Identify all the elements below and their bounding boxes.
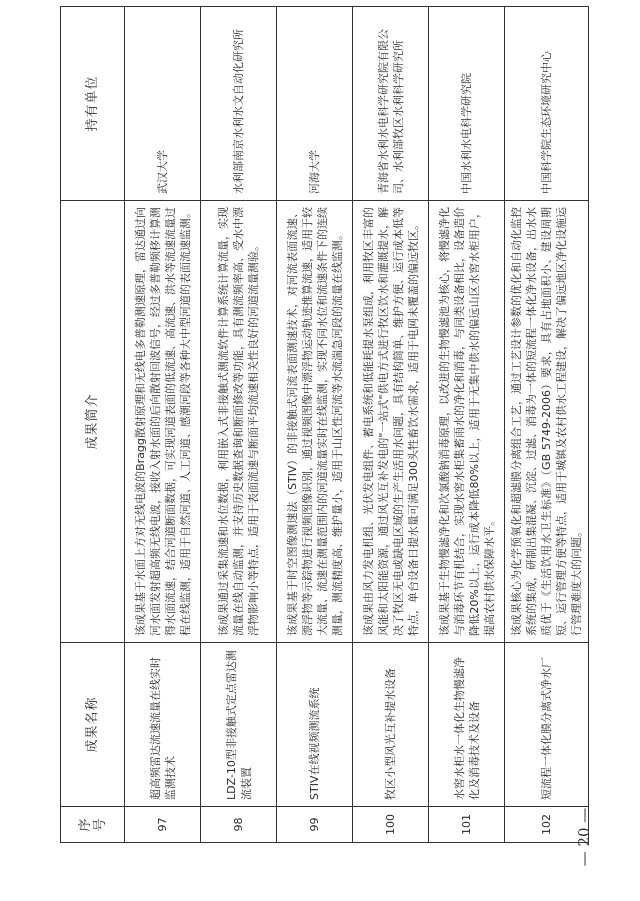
header-no: 序号 [61,807,125,843]
result-name: 超高频雷达流速流量在线实时监测技术 [125,643,201,807]
holding-unit: 中国水利水电科学研究院 [429,7,505,201]
result-description: 该成果基于水面上方对无线电波的Bragg散射原理和无线电多普勒测速原理，雷达通过向河水面发射超高频无线电波，接收入射水面的后向散射回波信号，经过多普勒频移计算测得水面流速，结合河道断面数据，可实现河道表面的低流速、高流速、洪水等流速流量过程在线监测，适用于自然河道、人工河道、感潮河段等各种大中型河道的表面流速监测。 [125,201,201,643]
table-row [277,7,353,843]
table-row [353,7,429,843]
holding-unit: 青海省水利水电科学研究院有限公司、水利部牧区水利科学研究所 [353,7,429,201]
result-name: 水窖水柜水一体化生物慢滤净化及消毒技术及设备 [429,643,505,807]
row-number: 101 [429,807,505,843]
row-number: 102 [505,807,589,843]
row-number: 98 [201,807,277,843]
table-header-row [61,7,125,843]
table-row [125,7,201,843]
page-number: — 20 — [575,807,593,867]
holding-unit: 武汉大学 [125,7,201,201]
table-row [429,7,505,843]
row-number: 99 [277,807,353,843]
result-name: LDZ-10型非接触式定点雷达测流装置 [201,643,277,807]
holding-unit: 水利部南京水利水文自动化研究所 [201,7,277,201]
header-desc: 成果简介 [61,201,125,643]
header-name: 成果名称 [61,643,125,807]
header-unit: 持有单位 [61,7,125,201]
table-row [505,7,589,843]
result-name: 牧区小型风光互补提水设备 [353,643,429,807]
holding-unit: 河海大学 [277,7,353,201]
result-description: 该成果基于时空图像测速法（STIV）的非接触式河流表面测速技术，对河流表面流速、漂浮物等示踪物进行视频图像识别，通过视频图像中漂浮物运动轨迹推算流速，适用于较大流量、流速在测量范围内的河道流量实时在线监测，实现不同水位和流速条件下的连续测量，测流精度高、维护量小，适用于山区性河流等水流湍急河段的流量在线监测。 [277,201,353,643]
result-name: STIV在线视频测流系统 [277,643,353,807]
result-name: 短流程一体化膜分离式净水厂 [505,643,589,807]
row-number: 100 [353,807,429,843]
row-number: 97 [125,807,201,843]
results-table [60,6,589,843]
table-row [201,7,277,843]
result-description: 该成果由风力发电机组、光伏发电组件、蓄电系统和低能耗提水泵组成，利用牧区丰富的风能和太阳能资源，通过风光互补发电的"一站式"供电方式进行牧区饮水和灌溉提水，解决了牧区无电或缺电区域的生产生活用水问题，具有结构简单、维护方便、运行成本低等特点，单台设备日提水量可满足300头牲畜饮水需求，适用于电网未覆盖的偏远牧区。 [353,201,429,643]
result-description: 该成果基于生物慢滤净化和次氯酸钠消毒原理，以改进的生物慢滤池为核心，将慢滤净化与消毒环节有机结合，实现水窖水柜集蓄雨水的净化和消毒，与同类设备相比，设备造价降低20%以上，运行成本降低80%以上，适用于无集中供水的偏远山区水窖水柜用户，提高农村供水保障水平。 [429,201,505,643]
result-description: 该成果通过采集流速和水位数据，利用嵌入式非接触式测流软件计算系统计算流量，实现流量在线自动监测，并支持历史数据查询和断面修改等功能，具有测流频率高、受水中漂浮物影响小等特点，适用于表面流速与断面平均流速相关性良好的河道流量测验。 [201,201,277,643]
result-description: 该成果核心为化学预氧化和超滤膜分离组合工艺，通过工艺设计参数的优化和自动化监控系统的集成，研制出集混凝、沉淀、过滤、消毒为一体的短流程一体化净水设备，出水水质优于《生活饮用水卫生标准》（GB 5749-2006）要求，具有占地面积小、建设周期短、运行管理方便等特点，适用于城镇及农村供水工程建设，解决了偏远地区净化设施运行管理难度大的问题。 [505,201,589,643]
holding-unit: 中国科学院生态环境研究中心 [505,7,589,201]
